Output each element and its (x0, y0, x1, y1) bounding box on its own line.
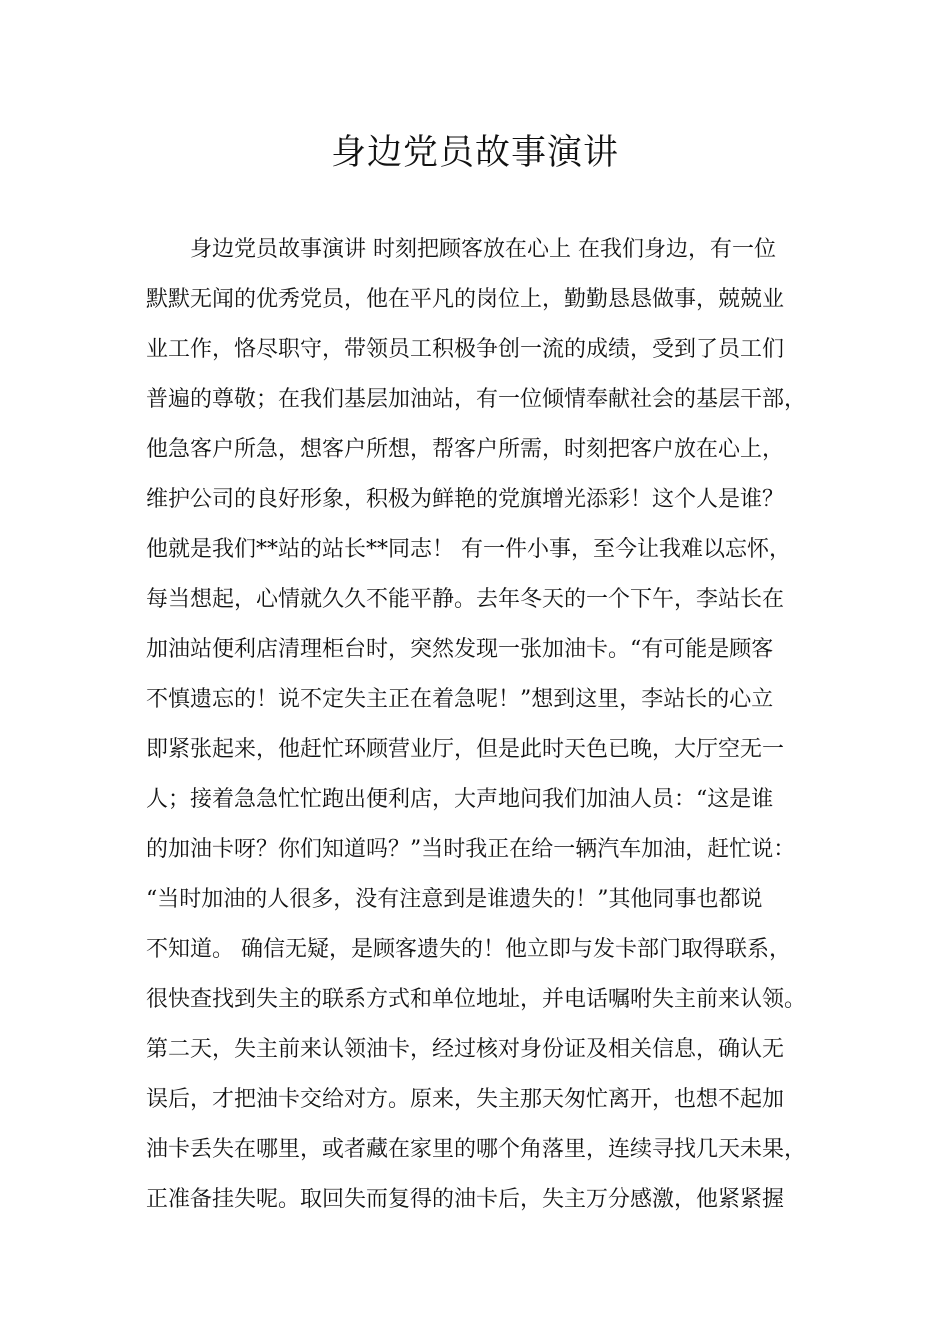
paragraph-line: 不知道。 确信无疑，是顾客遗失的！他立即与发卡部门取得联系， (146, 937, 791, 962)
paragraph-line: 很快查找到失主的联系方式和单位地址，并电话嘱咐失主前来认领。 (146, 987, 807, 1012)
document-title: 身边党员故事演讲 (330, 133, 619, 173)
paragraph-line: 默默无闻的优秀党员，他在平凡的岗位上，勤勤恳恳做事，兢兢业 (146, 287, 785, 312)
paragraph-line: 正准备挂失呢。取回失而复得的油卡后，失主万分感激，他紧紧握 (146, 1187, 785, 1212)
paragraph-line: 误后，才把油卡交给对方。原来，失主那天匆忙离开，也想不起加 (146, 1087, 785, 1112)
paragraph-line: 普遍的尊敬；在我们基层加油站，有一位倾情奉献社会的基层干部， (146, 387, 807, 412)
document-body (146, 225, 826, 1225)
paragraph-line: 加油站便利店清理柜台时，突然发现一张加油卡。“有可能是顾客 (146, 637, 774, 662)
paragraph-line: 他急客户所急，想客户所想，帮客户所需，时刻把客户放在心上， (146, 437, 785, 462)
paragraph-line: 即紧张起来，他赶忙环顾营业厅，但是此时天色已晚，大厅空无一 (146, 737, 785, 762)
paragraph-line: 业工作，恪尽职守，带领员工积极争创一流的成绩，受到了员工们 (146, 337, 785, 362)
paragraph-line: 的加油卡呀？你们知道吗？”当时我正在给一辆汽车加油，赶忙说： (146, 837, 796, 862)
paragraph-line: “当时加油的人很多，没有注意到是谁遗失的！”其他同事也都说 (146, 887, 763, 912)
paragraph-line: 维护公司的良好形象，积极为鲜艳的党旗增光添彩！这个人是谁？ (146, 487, 785, 512)
paragraph-line: 第二天，失主前来认领油卡，经过核对身份证及相关信息，确认无 (146, 1037, 785, 1062)
paragraph-line: 不慎遗忘的！说不定失主正在着急呢！”想到这里，李站长的心立 (146, 687, 774, 712)
paragraph-line: 他就是我们**站的站长**同志！ 有一件小事，至今让我难以忘怀， (146, 537, 791, 562)
paragraph-line: 人；接着急急忙忙跑出便利店，大声地问我们加油人员：“这是谁 (146, 787, 774, 812)
paragraph-line: 油卡丢失在哪里，或者藏在家里的哪个角落里，连续寻找几天未果， (146, 1137, 807, 1162)
paragraph-line: 每当想起，心情就久久不能平静。去年冬天的一个下午，李站长在 (146, 587, 785, 612)
paragraph-line: 身边党员故事演讲 时刻把顾客放在心上 在我们身边，有一位 (190, 237, 776, 262)
